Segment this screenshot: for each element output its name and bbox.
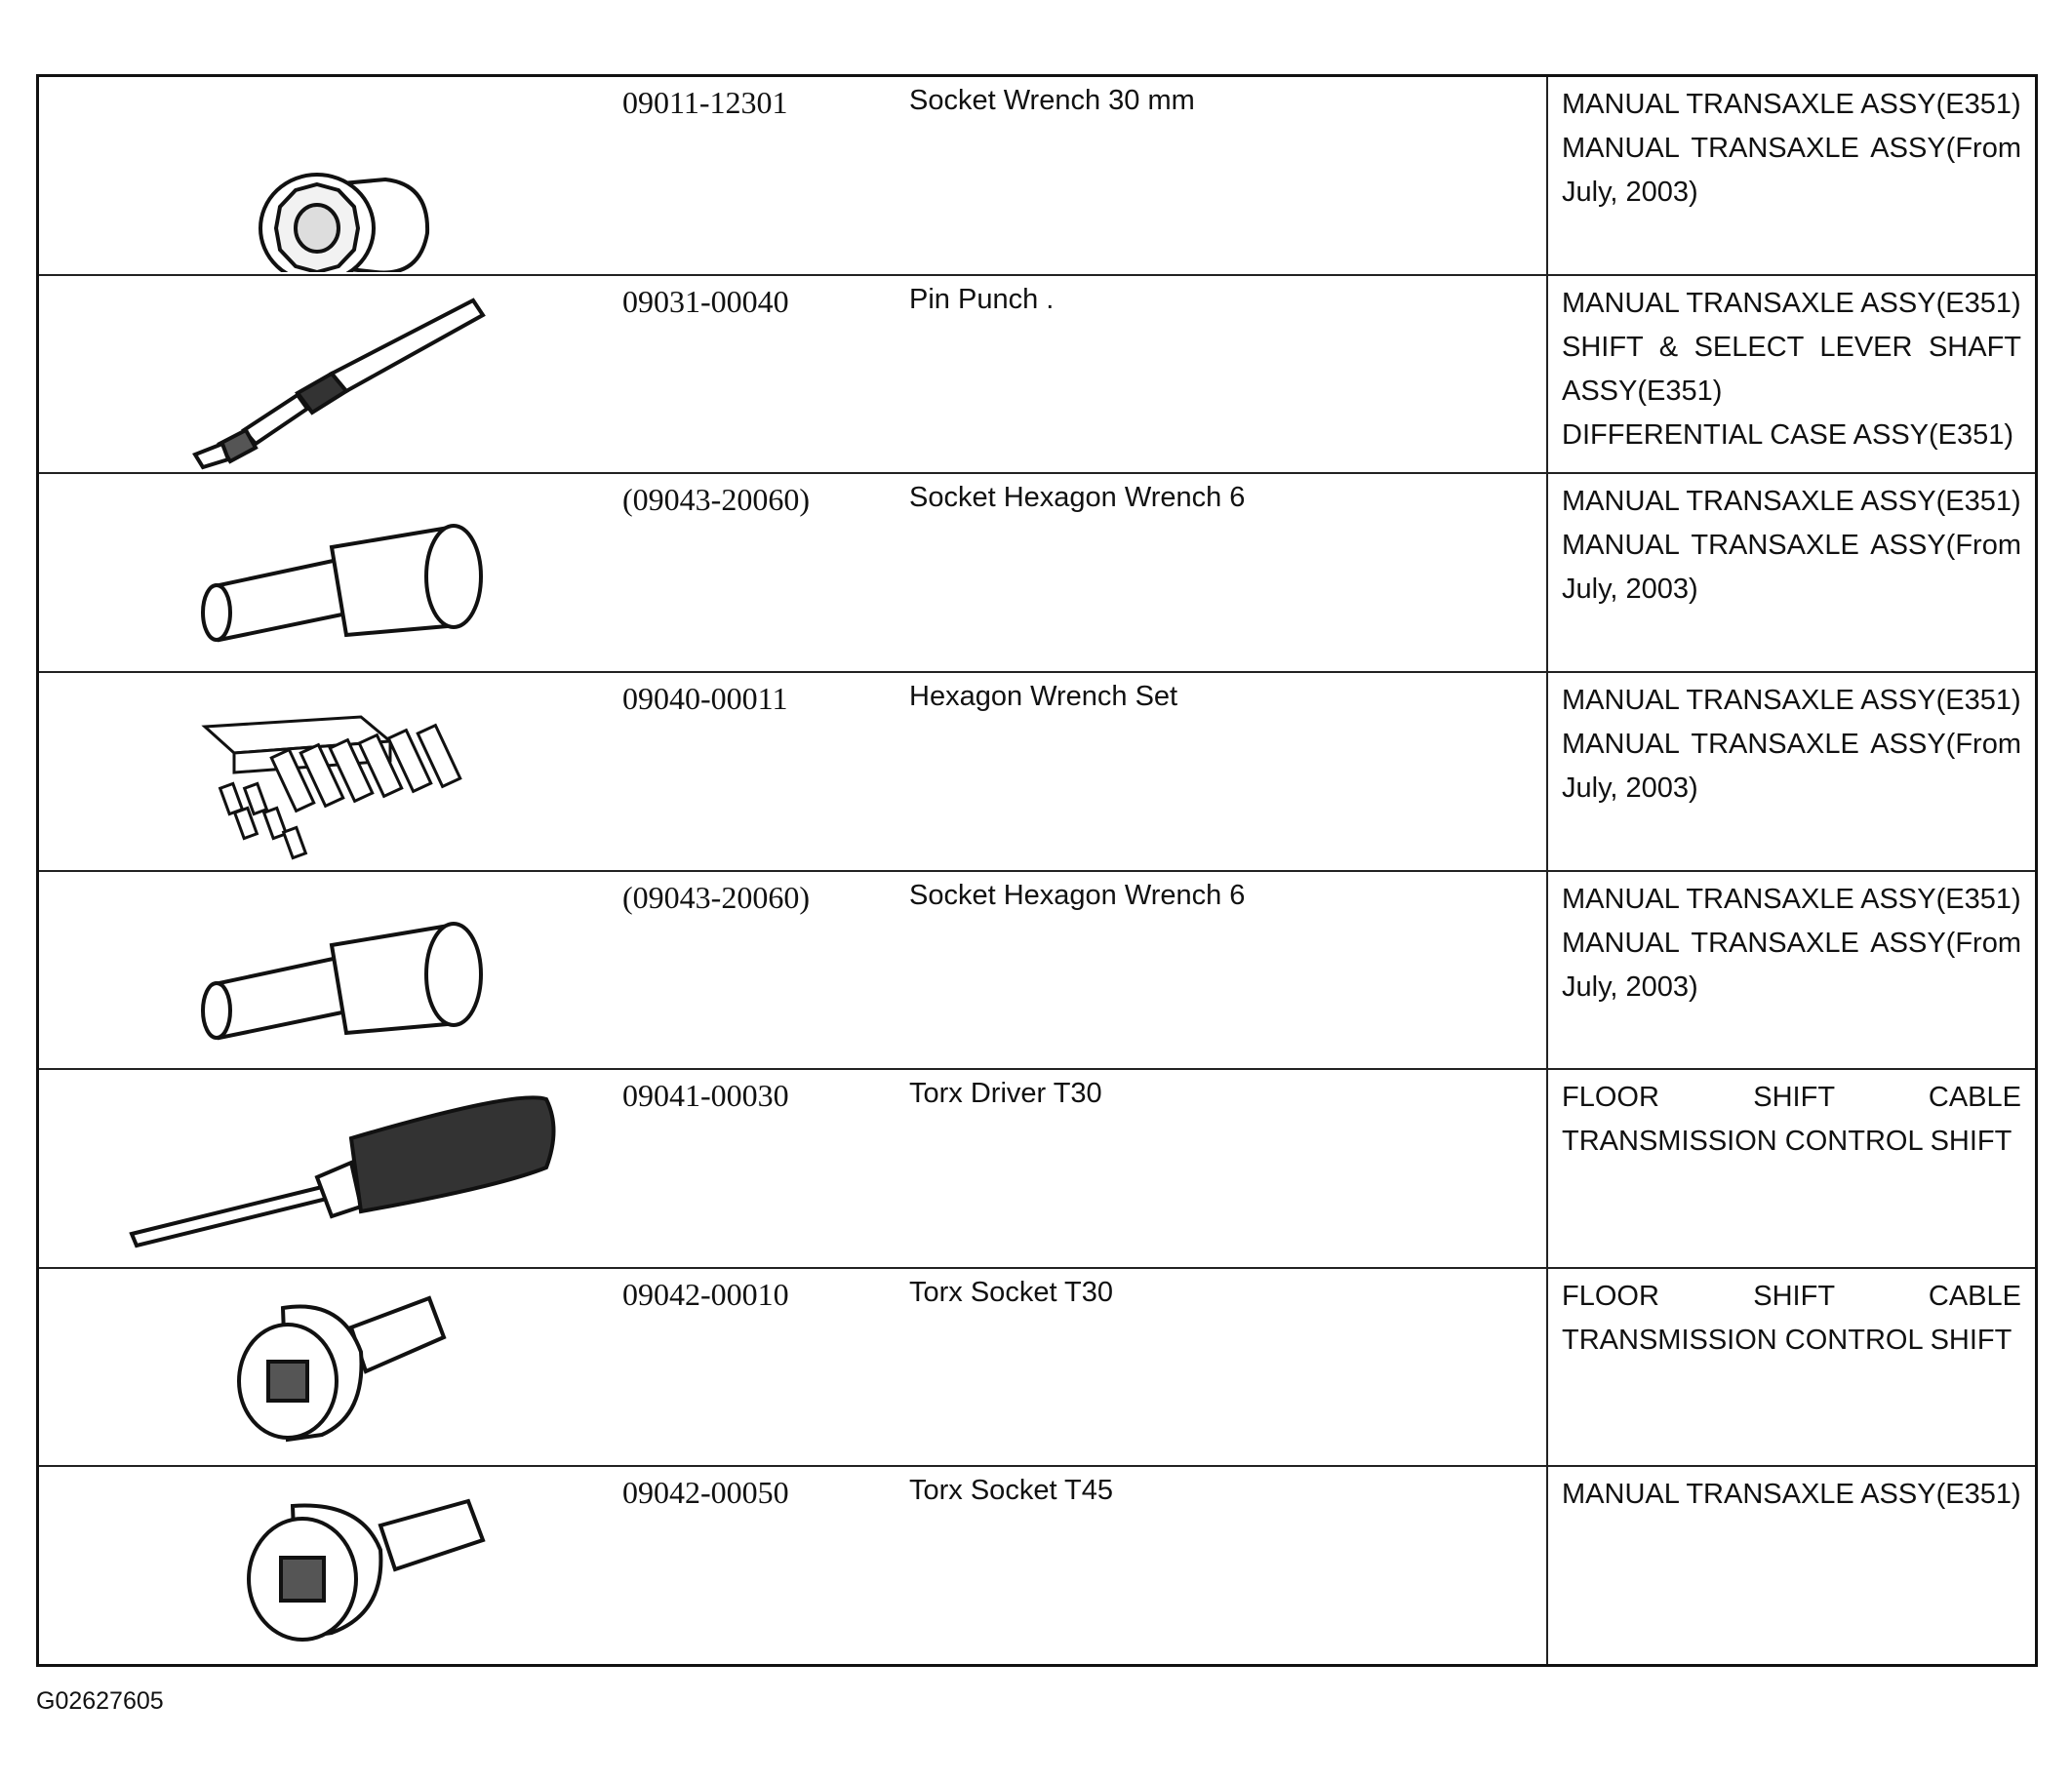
socket-hexagon-wrench-icon: [39, 872, 595, 1067]
applicable-assemblies: [1546, 1467, 2035, 1664]
tool-name: Torx Socket T30: [909, 1276, 1114, 1308]
socket-hexagon-wrench-icon: [39, 474, 595, 669]
part-number: 09031-00040: [622, 283, 789, 319]
figure-id: G02627605: [36, 1687, 164, 1715]
tool-name: Hexagon Wrench Set: [909, 680, 1178, 712]
tool-illustration-cell: [39, 276, 595, 473]
usage-line: MANUAL TRANSAXLE ASSY(From: [1562, 530, 2021, 562]
usage-line: MANUAL TRANSAXLE ASSY(From: [1562, 133, 2021, 164]
usage-line: July, 2003): [1562, 970, 1698, 1003]
usage-line: MANUAL TRANSAXLE ASSY(E351): [1562, 883, 2021, 915]
usage-line: MANUAL TRANSAXLE ASSY(E351): [1562, 1479, 2021, 1511]
table-row: [39, 77, 2035, 274]
tool-name: Pin Punch .: [909, 283, 1055, 315]
usage-line: FLOOR SHIFT CABLE: [1562, 1082, 2021, 1114]
part-number: (09043-20060): [622, 879, 810, 915]
usage-line: TRANSMISSION CONTROL SHIFT: [1562, 1126, 2012, 1158]
applicable-assemblies: [1546, 276, 2035, 473]
usage-line: MANUAL TRANSAXLE ASSY(E351): [1562, 486, 2021, 518]
applicable-assemblies: [1546, 872, 2035, 1069]
table-row: [39, 1068, 2035, 1267]
usage-line: July, 2003): [1562, 574, 1698, 606]
applicable-assemblies: [1546, 474, 2035, 671]
torx-socket-icon: [39, 1467, 595, 1662]
part-number: 09041-00030: [622, 1078, 789, 1114]
table-row: [39, 1465, 2035, 1664]
applicable-assemblies: [1546, 77, 2035, 274]
usage-line: MANUAL TRANSAXLE ASSY(E351): [1562, 684, 2021, 716]
applicable-assemblies: [1546, 673, 2035, 870]
tool-illustration-cell: [39, 474, 595, 671]
part-number: 09011-12301: [622, 85, 788, 120]
special-service-tools-table: [36, 74, 2038, 1667]
part-number: 09040-00011: [622, 680, 788, 716]
table-row: [39, 671, 2035, 870]
usage-line: TRANSMISSION CONTROL SHIFT: [1562, 1324, 2012, 1356]
tool-name: Torx Socket T45: [909, 1475, 1114, 1507]
usage-line: ASSY(E351): [1562, 375, 1723, 407]
tool-name: Socket Hexagon Wrench 6: [909, 482, 1246, 514]
tool-illustration-cell: [39, 1467, 595, 1664]
table-row: [39, 870, 2035, 1069]
usage-line: MANUAL TRANSAXLE ASSY(E351): [1562, 89, 2021, 120]
usage-line: DIFFERENTIAL CASE ASSY(E351): [1562, 418, 2014, 451]
tool-illustration-cell: [39, 1070, 595, 1267]
tool-illustration-cell: [39, 872, 595, 1069]
applicable-assemblies: [1546, 1070, 2035, 1267]
part-number: (09043-20060): [622, 482, 810, 518]
usage-line: July, 2003): [1562, 177, 1698, 208]
torx-driver-icon: [39, 1070, 595, 1265]
socket-wrench-icon: [39, 77, 595, 272]
tool-illustration-cell: [39, 77, 595, 274]
usage-line: MANUAL TRANSAXLE ASSY(E351): [1562, 287, 2021, 319]
part-number: 09042-00050: [622, 1475, 789, 1511]
tool-name: Torx Driver T30: [909, 1078, 1102, 1110]
usage-line: MANUAL TRANSAXLE ASSY(From: [1562, 927, 2021, 959]
tool-illustration-cell: [39, 1269, 595, 1466]
tool-name: Socket Hexagon Wrench 6: [909, 879, 1246, 911]
applicable-assemblies: [1546, 1269, 2035, 1466]
torx-socket-icon: [39, 1269, 595, 1464]
tool-illustration-cell: [39, 673, 595, 870]
usage-line: SHIFT & SELECT LEVER SHAFT: [1562, 331, 2021, 363]
hexagon-wrench-set-icon: [39, 673, 595, 868]
table-row: [39, 1267, 2035, 1466]
usage-line: July, 2003): [1562, 772, 1698, 804]
table-row: [39, 274, 2035, 473]
tool-name: Socket Wrench 30 mm: [909, 85, 1195, 116]
part-number: 09042-00010: [622, 1276, 789, 1312]
table-row: [39, 472, 2035, 671]
usage-line: MANUAL TRANSAXLE ASSY(From: [1562, 728, 2021, 760]
pin-punch-icon: [39, 276, 595, 471]
usage-line: FLOOR SHIFT CABLE: [1562, 1280, 2021, 1312]
